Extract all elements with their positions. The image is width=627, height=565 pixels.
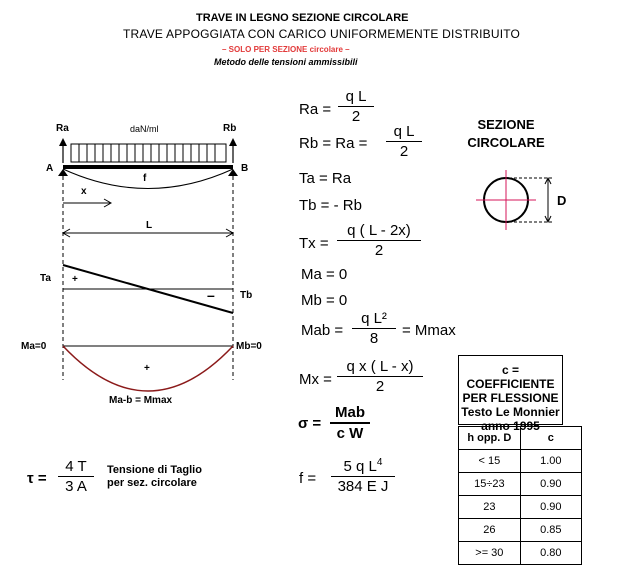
moment-plus: + [144,363,150,374]
ra-fraction [338,88,374,125]
mab-denominator: 8 [369,330,379,347]
mb-formula: Mb = 0 [301,292,348,309]
cell-c: 1.00 [520,450,581,473]
sigma-fraction [330,404,370,442]
rb-arrow-head [229,138,237,146]
coef-head-3: Testo Le Monnier [461,405,560,419]
dimension-d-label: D [557,193,567,208]
table-row [459,496,582,519]
load-hatching [79,144,215,162]
page-subtitle: TRAVE APPOGGIATA CON CARICO UNIFORMEMENTE DISTRIBUITO [123,27,521,41]
tx-fraction [337,222,421,259]
tau-denominator: 3 A [65,478,87,495]
tx-denominator: 2 [374,242,384,259]
ra-formula-lhs: Ra = [299,101,332,118]
ra-arrow-head [59,138,67,146]
rb-fraction [386,123,422,160]
ta-formula: Ta = Ra [299,170,352,187]
tx-numerator: q ( L - 2x) [347,222,411,239]
span-label: L [146,220,153,231]
point-b-label: B [241,163,249,174]
coefficient-header-box [458,355,563,433]
method-label: Metodo delle tensioni ammissibili [214,57,358,67]
coef-head-1: c = COEFFICIENTE [466,363,555,391]
mab-formula-lhs: Mab = [301,322,344,339]
tb-label: Tb [240,290,253,301]
mmax-label: Ma-b = Mmax [109,395,173,406]
section-title-line-2: CIRCOLARE [467,135,545,150]
cell-c: 0.85 [520,519,581,542]
tau-formula-lhs: τ = [27,470,47,487]
table-row [459,473,582,496]
cell-h: 15÷23 [459,473,521,496]
f-formula-lhs: f = [299,470,317,487]
cell-h: 23 [459,496,521,519]
table-row [459,450,582,473]
cell-h: 26 [459,519,521,542]
tb-formula: Tb = - Rb [299,197,362,214]
mx-denominator: 2 [375,378,385,395]
cell-h: >= 30 [459,542,521,565]
load-unit: daN/ml [130,124,159,134]
tau-numerator: 4 T [65,458,87,475]
f-denominator: 384 E J [337,478,389,495]
col-header-h: h opp. D [459,427,521,450]
coef-head-4: anno 1995 [481,419,540,433]
ta-label: Ta [40,273,51,284]
ra-numerator: q L [345,88,367,105]
sigma-denominator: c W [336,425,364,442]
tx-formula-lhs: Tx = [299,235,329,252]
f-exponent: 4 [376,457,383,468]
f-fraction [331,457,395,495]
cell-c: 0.80 [520,542,581,565]
col-header-c: c [520,427,581,450]
shear-minus: – [207,287,215,303]
rb-numerator: q L [393,123,415,140]
rb-label: Rb [223,123,237,134]
f-numerator: 5 q L [343,458,377,475]
x-label: x [81,186,87,197]
mb0-label: Mb=0 [236,341,262,352]
mab-numerator: q L² [361,310,387,327]
coef-head-2: PER FLESSIONE [462,391,559,405]
table-row [459,519,582,542]
table-header-row [459,427,582,450]
deflection-label: f [143,173,147,184]
section-note: – SOLO PER SEZIONE circolare – [222,45,350,54]
ma0-label: Ma=0 [21,341,47,352]
cell-c: 0.90 [520,496,581,519]
distributed-load [71,144,226,162]
ra-label: Ra [56,123,69,134]
coefficient-table [458,426,582,565]
section-title-line-1: SEZIONE [477,117,535,132]
mx-formula-lhs: Mx = [299,371,332,388]
tau-description-2: per sez. circolare [107,477,197,489]
tau-fraction [58,458,94,495]
rb-denominator: 2 [399,143,409,160]
sigma-numerator: Mab [335,404,365,421]
page-title: TRAVE IN LEGNO SEZIONE CIRCOLARE [196,12,409,24]
shear-plus: + [72,274,78,285]
ma-formula: Ma = 0 [301,266,348,283]
section-title [462,116,550,152]
beam [63,165,233,169]
point-a-label: A [46,163,54,174]
cell-c: 0.90 [520,473,581,496]
tau-description-1: Tensione di Taglio [107,464,202,476]
mab-formula-rhs: = Mmax [402,322,456,339]
ra-denominator: 2 [351,108,361,125]
deflection-curve [63,169,233,189]
cell-h: < 15 [459,450,521,473]
mab-fraction [352,310,396,347]
rb-formula-lhs: Rb = Ra = [299,135,368,152]
table-row [459,542,582,565]
mx-numerator: q x ( L - x) [346,358,414,375]
mx-fraction [337,358,423,395]
sigma-formula-lhs: σ = [298,415,322,432]
